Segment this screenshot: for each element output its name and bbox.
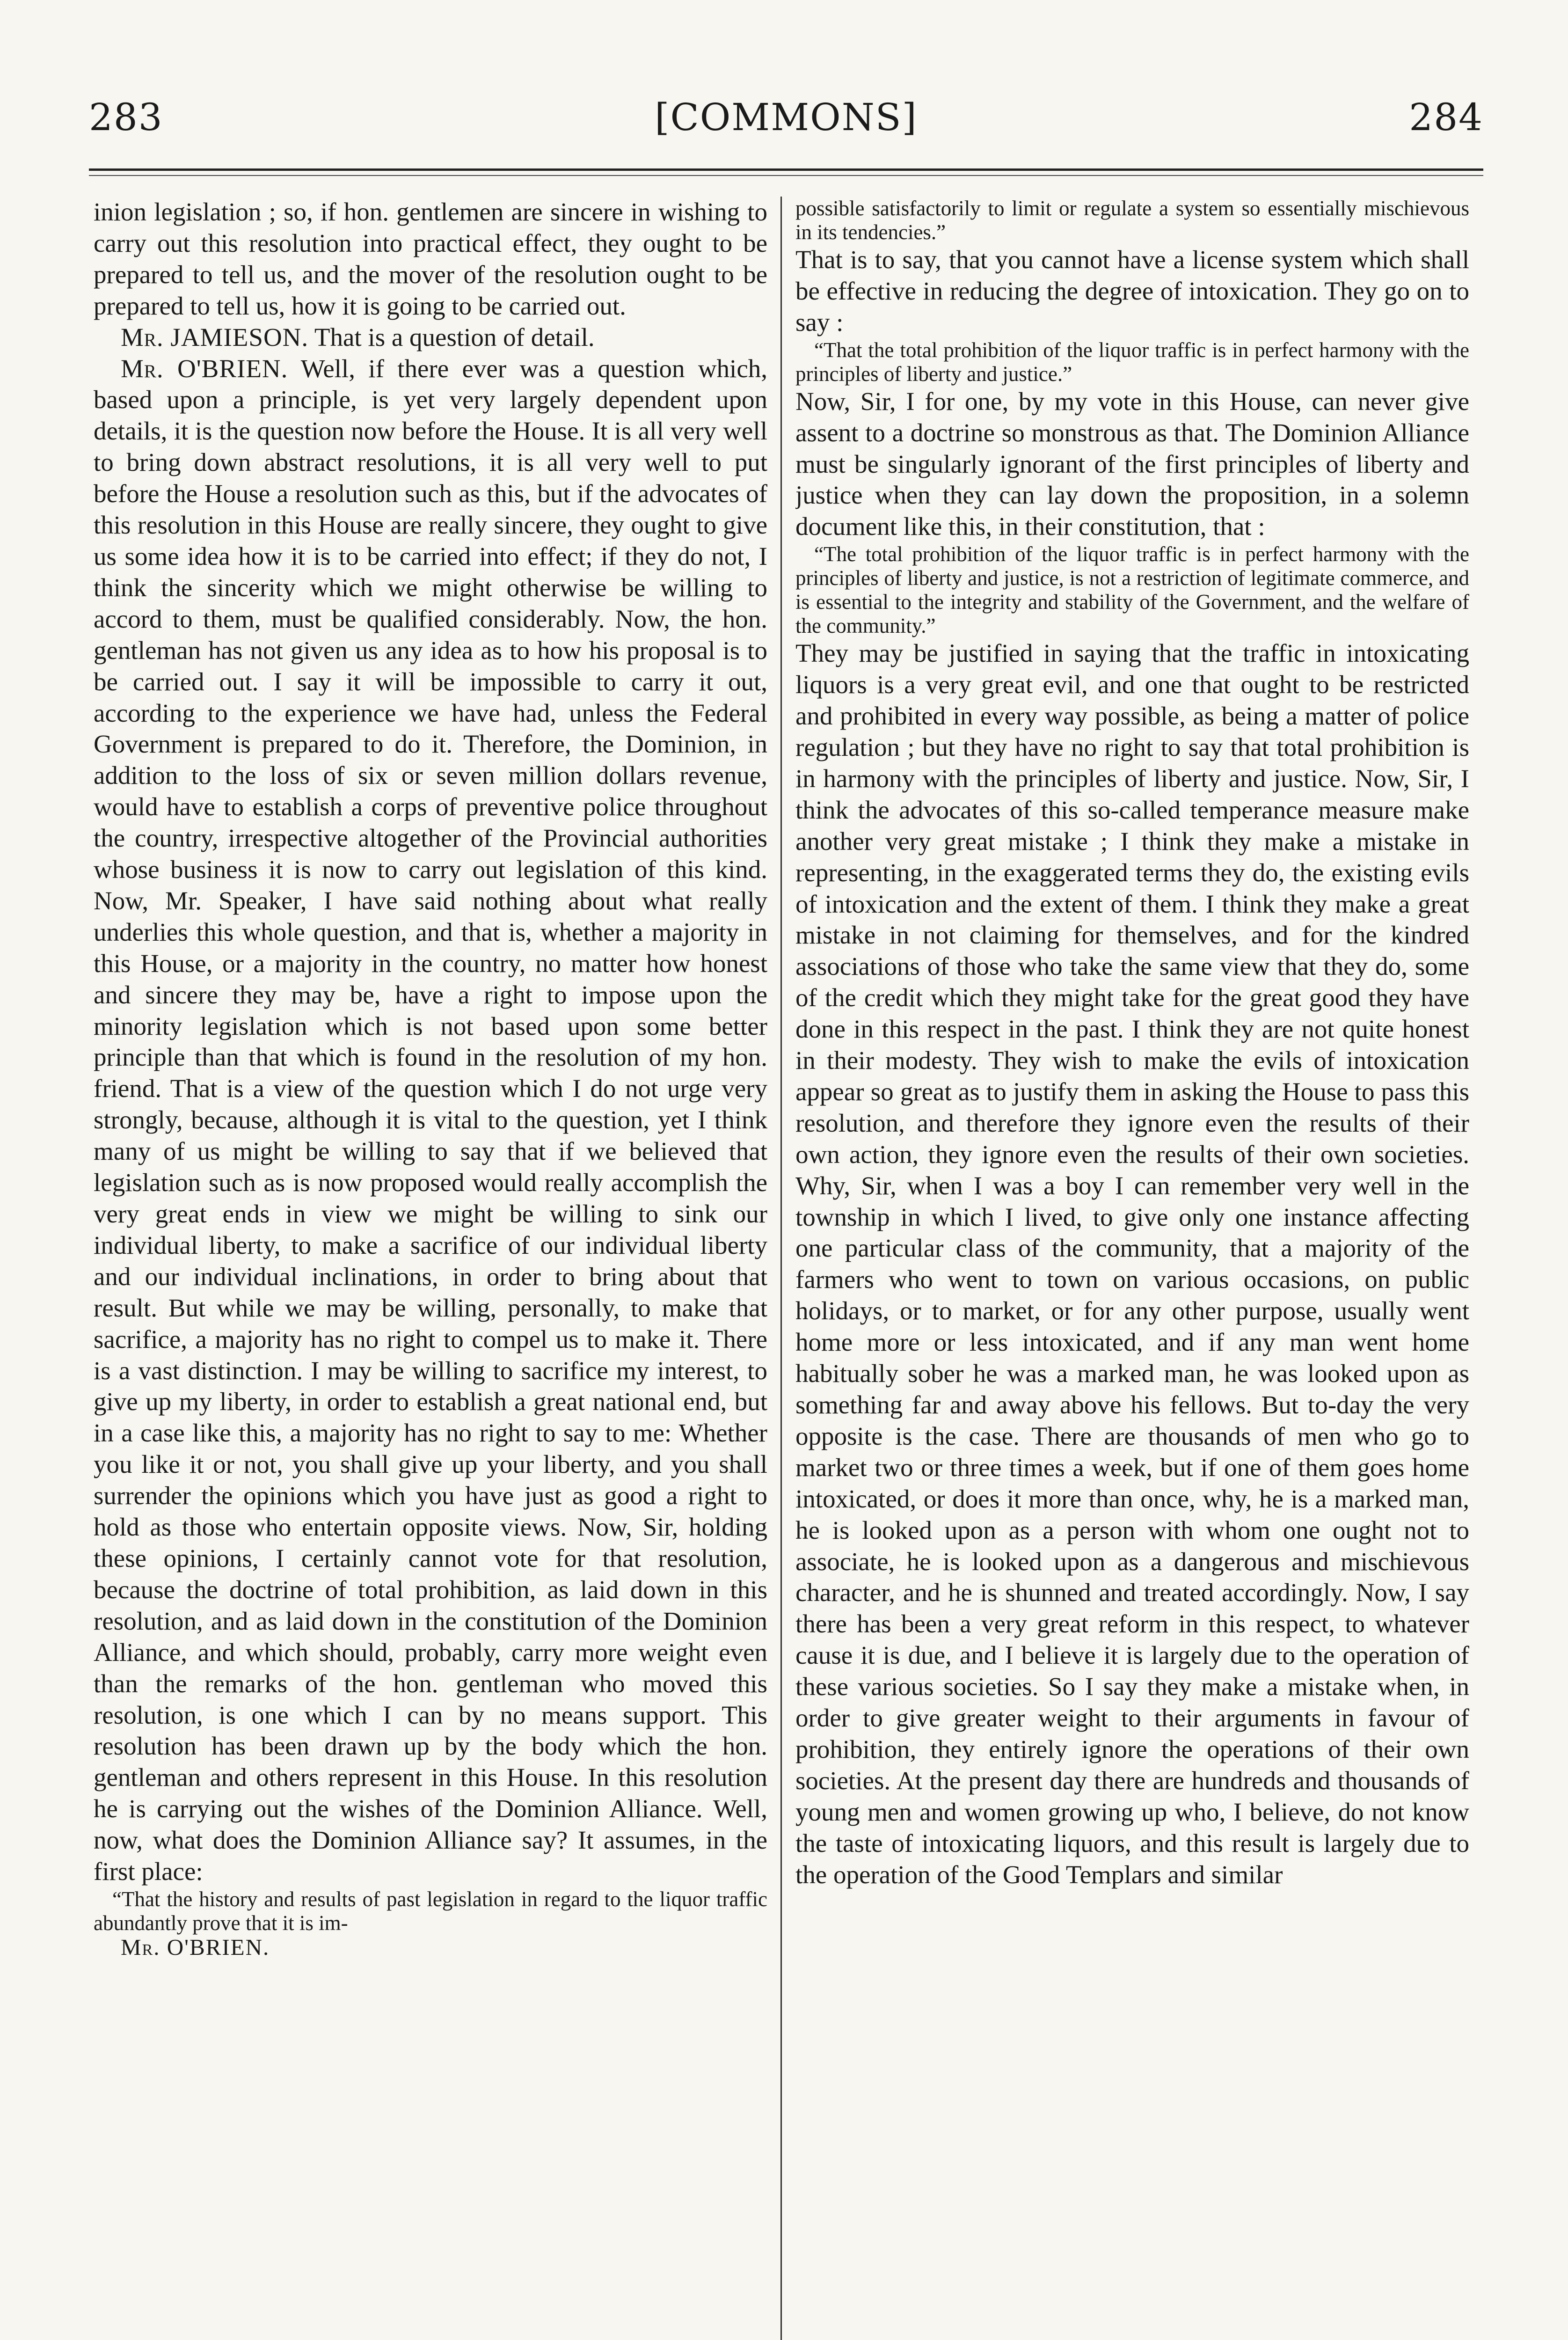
running-foot: Mr. O'BRIEN.	[121, 1934, 270, 1960]
quoted-passage: “That the history and results of past legislation in regard to the liquor traffic abundantly prove that it is im-	[94, 1887, 767, 1935]
left-column	[94, 197, 767, 2340]
page-header	[89, 96, 1483, 138]
speaker-name: Mr. O'BRIEN.	[121, 354, 288, 383]
speaker-name: Mr. JAMIESON.	[121, 322, 309, 351]
speech-paragraph	[94, 353, 767, 1887]
body-paragraph: inion legislation ; so, if hon. gentlemen are sincere in wishing to carry out this resolution into practical effect, they ought to be prepared to tell us, and the mover of the resolution ought to be prepared to tell us, how it is going to be carried out.	[94, 197, 767, 320]
body-paragraph: Now, Sir, I for one, by my vote in this House, can never give assent to a doctrine so monstrous as that. The Dominion Alliance must be singularly ignorant of the first principles of liberty and justice when they can lay down the proposition, in a solemn document like this, in their constitution, that :	[795, 387, 1469, 541]
speech-text: Well, if there ever was a question which, based upon a principle, is yet very largely dependent upon details, it is the question now before the House. It is all very well to bring down abstract resolutions, it is all very well to put before the House a resolution such as this, but if the advocates of this resolution in this House are really sincere, they ought to give us some idea how it is to be carried into effect; if they do not, I think the sincerity which we might otherwise be willing to accord to them, must be qualified considerably. Now, the hon. gentleman has not given us any idea as to how his proposal is to be carried out. I say it will be impossible to carry it out, according to the experience we have had, unless the Federal Government is prepared to do it. Therefore, the Dominion, in addition to the loss of six or seven million dollars revenue, would have to establish a corps of preventive police throughout the country, irrespective altogether of the Provincial authorities whose business it is now to carry out legislation of this kind. Now, Mr. Speaker, I have said nothing about what really underlies this whole question, and that is, whether a majority in this House, or a majority in the country, no matter how honest and sincere they may be, have a right to impose upon the minority legislation which is not based upon some better principle than that which is found in the resolution of my hon. friend. That is a view of the question which I do not urge very strongly, because, although it is vital to the question, yet I think many of us might be willing to say that if we believed that legislation such as is now proposed would really accomplish the very great ends in view we might be willing to sink our individual liberty, to make a sacrifice of our individual liberty and our individual inclinations, in order to bring about that result. But while we may be willing, personally, to make that sacrifice, a majority has no right to compel us to make it. There is a vast distinction. I may be willing to sacrifice my interest, to give up my liberty, in order to establish a great national end, but in a case like this, a majority has no right to say to me: Whether you like it or not, you shall give up your liberty, and you shall surrender the opinions which you have just as good a right to hold as those who entertain opposite views. Now, Sir, holding these opinions, I certainly cannot vote for that resolution, because the doctrine of total prohibition, as laid down in this resolution, and as laid down in the constitution of the Dominion Alliance, and which should, probably, carry more weight even than the remarks of the hon. gentleman who moved this resolution, is one which I can by no means support. This resolution has been drawn up by the body which the hon. gentleman and others represent in this House. In this resolution he is carrying out the wishes of the Dominion Alliance. Well, now, what does the Dominion Alliance say? It assumes, in the first place:	[94, 354, 767, 1886]
speech-text: That is a question of detail.	[308, 322, 595, 351]
body-paragraph: They may be justified in saying that the traffic in intoxicating liquors is a very great evil, and one that ought to be restricted and prohibited in every way possible, as being a matter of police regulation ; but they have no right to say that total prohibition is in harmony with the principles of liberty and justice. Now, Sir, I think the advocates of this so-called temperance measure make another very great mistake ; I think they make a mistake in representing, in the exaggerated terms they do, the existing evils of intoxication and the extent of them. I think they make a great mistake in not claiming for themselves, and for the kindred associations of those who take the same view that they do, some of the credit which they might take for the great good they have done in this respect in the past. I think they are not quite honest in their modesty. They wish to make the evils of intoxication appear so great as to justify them in asking the House to pass this resolution, and therefore they ignore even the results of their own action, they ignore even the results of their own societies. Why, Sir, when I was a boy I can remember very well in the township in which I lived, to give only one instance affecting one particular class of the community, that a majority of the farmers who went to town on various occasions, on public holidays, or to market, or for any other purpose, usually went home more or less intoxicated, and if any man went home habitually sober he was a marked man, he was looked upon as something far and away above his fellows. But to-day the very opposite is the case. There are thousands of men who go to market two or three times a week, but if one of them goes home intoxicated, or does it more than once, why, he is a marked man, he is looked upon as a person with whom one ought not to associate, he is looked upon as a dangerous and mischievous character, and he is shunned and treated accordingly. Now, I say there has been a very great reform in this respect, to whatever cause it is due, and I believe it is largely due to the operation of these various societies. So I say they make a mistake when, in order to give greater weight to their arguments in favour of prohibition, they entirely ignore the operations of their own societies. At the present day there are hundreds and thousands of young men and women growing up who, I believe, do not know the taste of intoxicating liquors, and this result is largely due to the operation of the Good Templars and similar	[795, 639, 1469, 1889]
right-column	[795, 197, 1469, 2340]
quoted-passage: possible satisfactorily to limit or regulate a system so essentially mischievous in its tendencies.”	[795, 197, 1469, 244]
header-rule-thin	[89, 175, 1483, 176]
quoted-passage: “The total prohibition of the liquor traffic is in perfect harmony with the principles of liberty and justice, is not a restriction of legitimate commerce, and is essential to the integrity and stability of the Government, and the welfare of the community.”	[795, 542, 1469, 638]
page-number-right: 284	[1409, 95, 1483, 139]
speech-paragraph	[94, 322, 767, 353]
page-number-left: 283	[89, 95, 163, 139]
column-divider	[780, 197, 782, 2340]
section-title: [COMMONS]	[655, 95, 918, 139]
body-paragraph: That is to say, that you cannot have a license system which shall be effective in reducing the degree of intoxication. They go on to say :	[795, 245, 1469, 336]
header-rule	[89, 168, 1483, 171]
quoted-passage: “That the total prohibition of the liquor traffic is in perfect harmony with the principles of liberty and justice.”	[795, 338, 1469, 386]
